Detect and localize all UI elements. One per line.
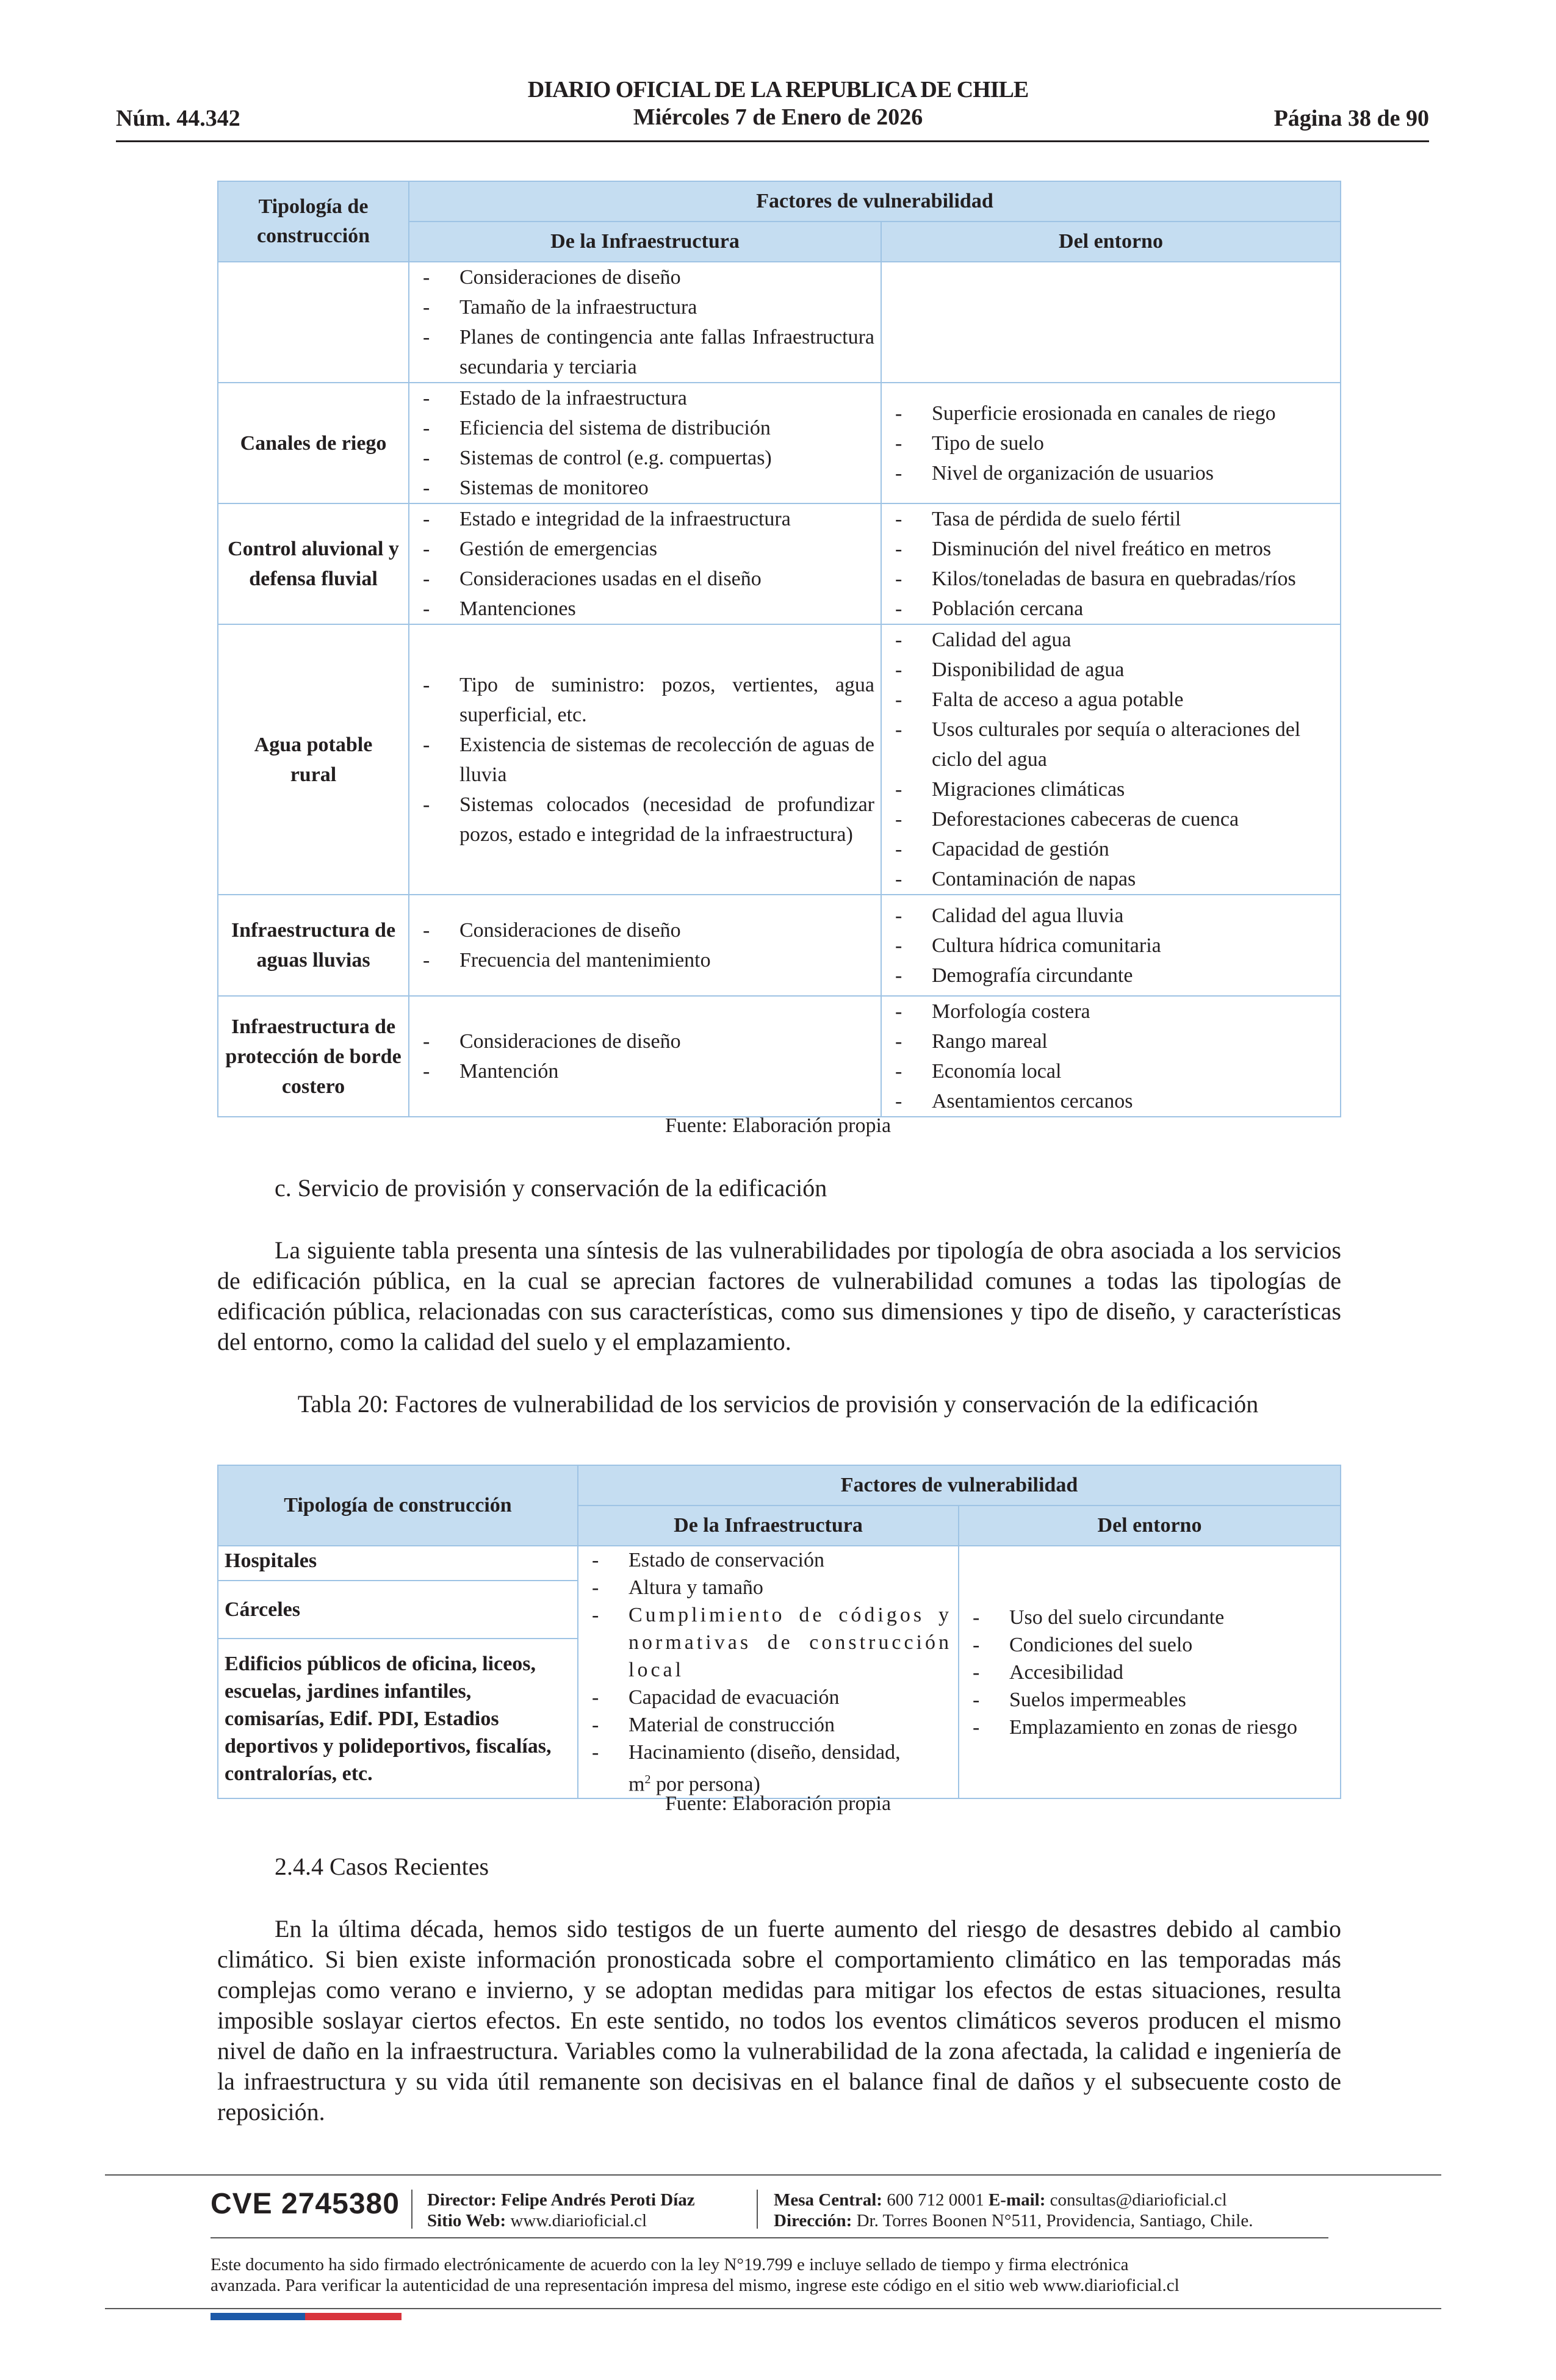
cve-code: CVE 2745380 [211, 2188, 400, 2220]
list-item: - Rango mareal [888, 1026, 1334, 1056]
list-item: - Deforestaciones cabeceras de cuenca [888, 804, 1334, 834]
footer-separator [411, 2190, 412, 2229]
table-row [218, 383, 1341, 503]
header-rule [116, 140, 1429, 142]
env-cell [881, 383, 1341, 503]
list-item: - Altura y tamaño [585, 1574, 952, 1601]
list-item: - Gestión de emergencias [416, 534, 874, 564]
phone-number: 600 712 0001 [887, 2190, 984, 2210]
table-row [218, 996, 1341, 1117]
list-item: - Frecuencia del mantenimiento [416, 945, 874, 975]
list-item: - Calidad del agua lluvia [888, 901, 1334, 931]
infra-cell [578, 1546, 959, 1798]
address-text: Dr. Torres Boonen N°511, Providencia, Santiago, Chile. [856, 2211, 1253, 2230]
list-item: - Emplazamiento en zonas de riesgo [965, 1714, 1334, 1741]
flag-stripe-red [305, 2313, 402, 2320]
env-cell [959, 1546, 1341, 1798]
phone-label: Mesa Central: [774, 2190, 882, 2210]
list-item: - Sistemas de control (e.g. compuertas) [416, 443, 874, 473]
row-type-text: Edificios públicos de oficina, liceos, escuelas, jardines infantiles, comisarías, Edif. PDI, Estadios deportivos y polideportivos, fiscalías, contralorías, etc. [225, 1652, 552, 1785]
list-item: - Cultura hídrica comunitaria [888, 931, 1334, 961]
list-item: - Estado de conservación [585, 1546, 952, 1574]
unit-text-tail: por persona) [650, 1773, 760, 1796]
env-cell [881, 262, 1341, 383]
list-item: - Tasa de pérdida de suelo fértil [888, 504, 1334, 534]
env-cell [881, 624, 1341, 895]
vulnerability-table-buildings [217, 1465, 1341, 1799]
list-item: - Estado e integridad de la infraestructura [416, 504, 874, 534]
table-row [218, 895, 1341, 996]
env-cell [881, 503, 1341, 624]
row-type: Hospitales [218, 1546, 578, 1581]
publication-title: DIARIO OFICIAL DE LA REPUBLICA DE CHILE [527, 77, 1029, 103]
site-link[interactable]: www.diarioficial.cl [510, 2211, 647, 2230]
table2-source: Fuente: Elaboración propia [665, 1792, 891, 1815]
page-indicator: Página 38 de 90 [1273, 106, 1429, 131]
list-item: - Tipo de suministro: pozos, vertientes, agua superficial, etc. [416, 670, 874, 730]
section-c-heading: c. Servicio de provisión y conservación de la edificación [275, 1174, 827, 1202]
director-name: Felipe Andrés Peroti Díaz [501, 2190, 695, 2210]
section-c-paragraph: La siguiente tabla presenta una síntesis de las vulnerabilidades por tipología de obra asociada a los servicios de edificación pública, en la cual se aprecian factores de vulnerabilidad comunes a todas las tipologías de edificación pública, relacionadas con sus características, como sus dimensiones y tipo de diseño, y características del entorno, como la calidad del suelo y el emplazamiento. [217, 1236, 1341, 1355]
list-item: - Material de construcción [585, 1711, 952, 1739]
table-row [218, 1546, 1341, 1581]
footer-rule-top [105, 2174, 1441, 2176]
row-type [218, 1639, 578, 1798]
list-item: - Mantenciones [416, 594, 874, 624]
footer-rule-bottom [105, 2308, 1441, 2309]
row-type: Infraestructura de protección de borde costero [218, 996, 409, 1117]
legal-line: Este documento ha sido firmado electrónicamente de acuerdo con la ley N°19.799 e incluye sellado de tiempo y firma electrónica [211, 2255, 1129, 2274]
vulnerability-table-water [217, 181, 1341, 1117]
list-item: - Disponibilidad de agua [888, 655, 1334, 685]
row-type: Canales de riego [218, 383, 409, 503]
list-item: - Consideraciones de diseño [416, 1026, 874, 1056]
site-label: Sitio Web: [427, 2211, 506, 2230]
footer-director [427, 2190, 695, 2231]
list-item: - Consideraciones usadas en el diseño [416, 564, 874, 594]
list-item: - Tipo de suelo [888, 428, 1334, 458]
list-item: - Falta de acceso a agua potable [888, 685, 1334, 715]
list-item [585, 1739, 952, 1798]
env-cell [881, 996, 1341, 1117]
director-label: Director: [427, 2190, 497, 2210]
table-row [218, 503, 1341, 624]
email-link[interactable]: consultas@diarioficial.cl [1050, 2190, 1227, 2210]
list-item-text: Hacinamiento (diseño, densidad, [629, 1741, 901, 1764]
col-header-type: Tipología de construcción [218, 1465, 578, 1546]
address-label: Dirección: [774, 2211, 852, 2230]
list-item: - Nivel de organización de usuarios [888, 458, 1334, 488]
legal-line: avanzada. Para verificar la autenticidad de una representación impresa del mismo, ingrese este código en el sitio web www.diarioficial.cl [211, 2276, 1180, 2295]
table-row [218, 262, 1341, 383]
infra-cell [409, 895, 881, 996]
infra-cell [409, 262, 881, 383]
col-header-type: Tipología de construcción [218, 181, 409, 262]
section-244-paragraph: En la última década, hemos sido testigos de un fuerte aumento del riesgo de desastres debido al cambio climático. Si bien existe información pronosticada sobre el comportamiento climático en las temporadas más complejas como verano e invierno, y se adoptan medidas para mitigar los efectos de estas situaciones, resulta imposible soslayar ciertos efectos. En este sentido, no todos los eventos climáticos severos producen el mismo nivel de daño en la infraestructura. Variables como la vulnerabilidad de la zona afectada, la calidad e ingeniería de la infraestructura y su vida útil remanente son decisivas en el balance final de daños y el subsecuente costo de reposición. [217, 1915, 1341, 2126]
table1-source: Fuente: Elaboración propia [665, 1114, 891, 1137]
list-item: - Uso del suelo circundante [965, 1604, 1334, 1631]
list-item: - Asentamientos cercanos [888, 1086, 1334, 1116]
list-item: - Disminución del nivel freático en metros [888, 534, 1334, 564]
infra-cell [409, 996, 881, 1117]
row-type [218, 262, 409, 383]
flag-stripe-blue [211, 2313, 305, 2320]
row-type: Infraestructura de aguas lluvias [218, 895, 409, 996]
list-item: - Usos culturales por sequía o alteraciones del ciclo del agua [888, 715, 1334, 774]
list-item: - Tamaño de la infraestructura [416, 292, 874, 322]
col-header-infra: De la Infraestructura [578, 1506, 959, 1546]
list-item: - Demografía circundante [888, 961, 1334, 990]
row-type: Control aluvional y defensa fluvial [218, 503, 409, 624]
list-item: - Superficie erosionada en canales de riego [888, 398, 1334, 428]
col-header-factors: Factores de vulnerabilidad [578, 1465, 1341, 1506]
list-item: - Capacidad de evacuación [585, 1684, 952, 1711]
unit-superscript: 2 [644, 1773, 651, 1786]
list-item [585, 1601, 952, 1684]
footer-legal [211, 2254, 1180, 2296]
row-type: Cárceles [218, 1581, 578, 1639]
list-item: - Sistemas de monitoreo [416, 473, 874, 503]
unit-text: m [629, 1773, 645, 1796]
col-header-env: Del entorno [959, 1506, 1341, 1546]
list-item: - Estado de la infraestructura [416, 383, 874, 413]
table20-caption: Tabla 20: Factores de vulnerabilidad de los servicios de provisión y conservación de la edificación [297, 1390, 1259, 1418]
infra-cell [409, 503, 881, 624]
table-row [218, 624, 1341, 895]
list-item: - Consideraciones de diseño [416, 915, 874, 945]
list-item: - Consideraciones de diseño [416, 262, 874, 292]
col-header-env: Del entorno [881, 222, 1341, 262]
list-item: - Eficiencia del sistema de distribución [416, 413, 874, 443]
infra-cell [409, 383, 881, 503]
list-item: - Población cercana [888, 594, 1334, 624]
list-item: - Condiciones del suelo [965, 1631, 1334, 1659]
footer-rule-mid [211, 2237, 1328, 2238]
col-header-infra: De la Infraestructura [409, 222, 881, 262]
col-header-factors: Factores de vulnerabilidad [409, 181, 1341, 222]
list-item: - Suelos impermeables [965, 1686, 1334, 1714]
infra-cell [409, 624, 881, 895]
list-item: - Economía local [888, 1056, 1334, 1086]
footer-separator [757, 2190, 758, 2229]
list-item: - Kilos/toneladas de basura en quebradas/ríos [888, 564, 1334, 594]
list-item: - Calidad del agua [888, 625, 1334, 655]
list-item: - Accesibilidad [965, 1659, 1334, 1686]
list-item: - Sistemas colocados (necesidad de profundizar pozos, estado e integridad de la infraestructura) [416, 790, 874, 849]
list-item: - Mantención [416, 1056, 874, 1086]
email-label: E-mail: [988, 2190, 1046, 2210]
env-cell [881, 895, 1341, 996]
list-item [416, 322, 874, 382]
row-type: Agua potable rural [218, 624, 409, 895]
issue-date: Miércoles 7 de Enero de 2026 [633, 104, 923, 130]
list-item: - Migraciones climáticas [888, 774, 1334, 804]
issue-number: Núm. 44.342 [116, 106, 240, 131]
list-item-text: Cumplimiento de códigos y normativas de construcción local [629, 1604, 952, 1681]
list-item-text: Planes de contingencia ante fallas Infraestructura secundaria y terciaria [459, 326, 874, 378]
section-244-heading: 2.4.4 Casos Recientes [275, 1853, 489, 1880]
list-item: - Contaminación de napas [888, 864, 1334, 894]
list-item: - Existencia de sistemas de recolección de aguas de lluvia [416, 730, 874, 790]
footer-contact [774, 2190, 1253, 2231]
list-item: - Capacidad de gestión [888, 834, 1334, 864]
list-item: - Morfología costera [888, 997, 1334, 1026]
